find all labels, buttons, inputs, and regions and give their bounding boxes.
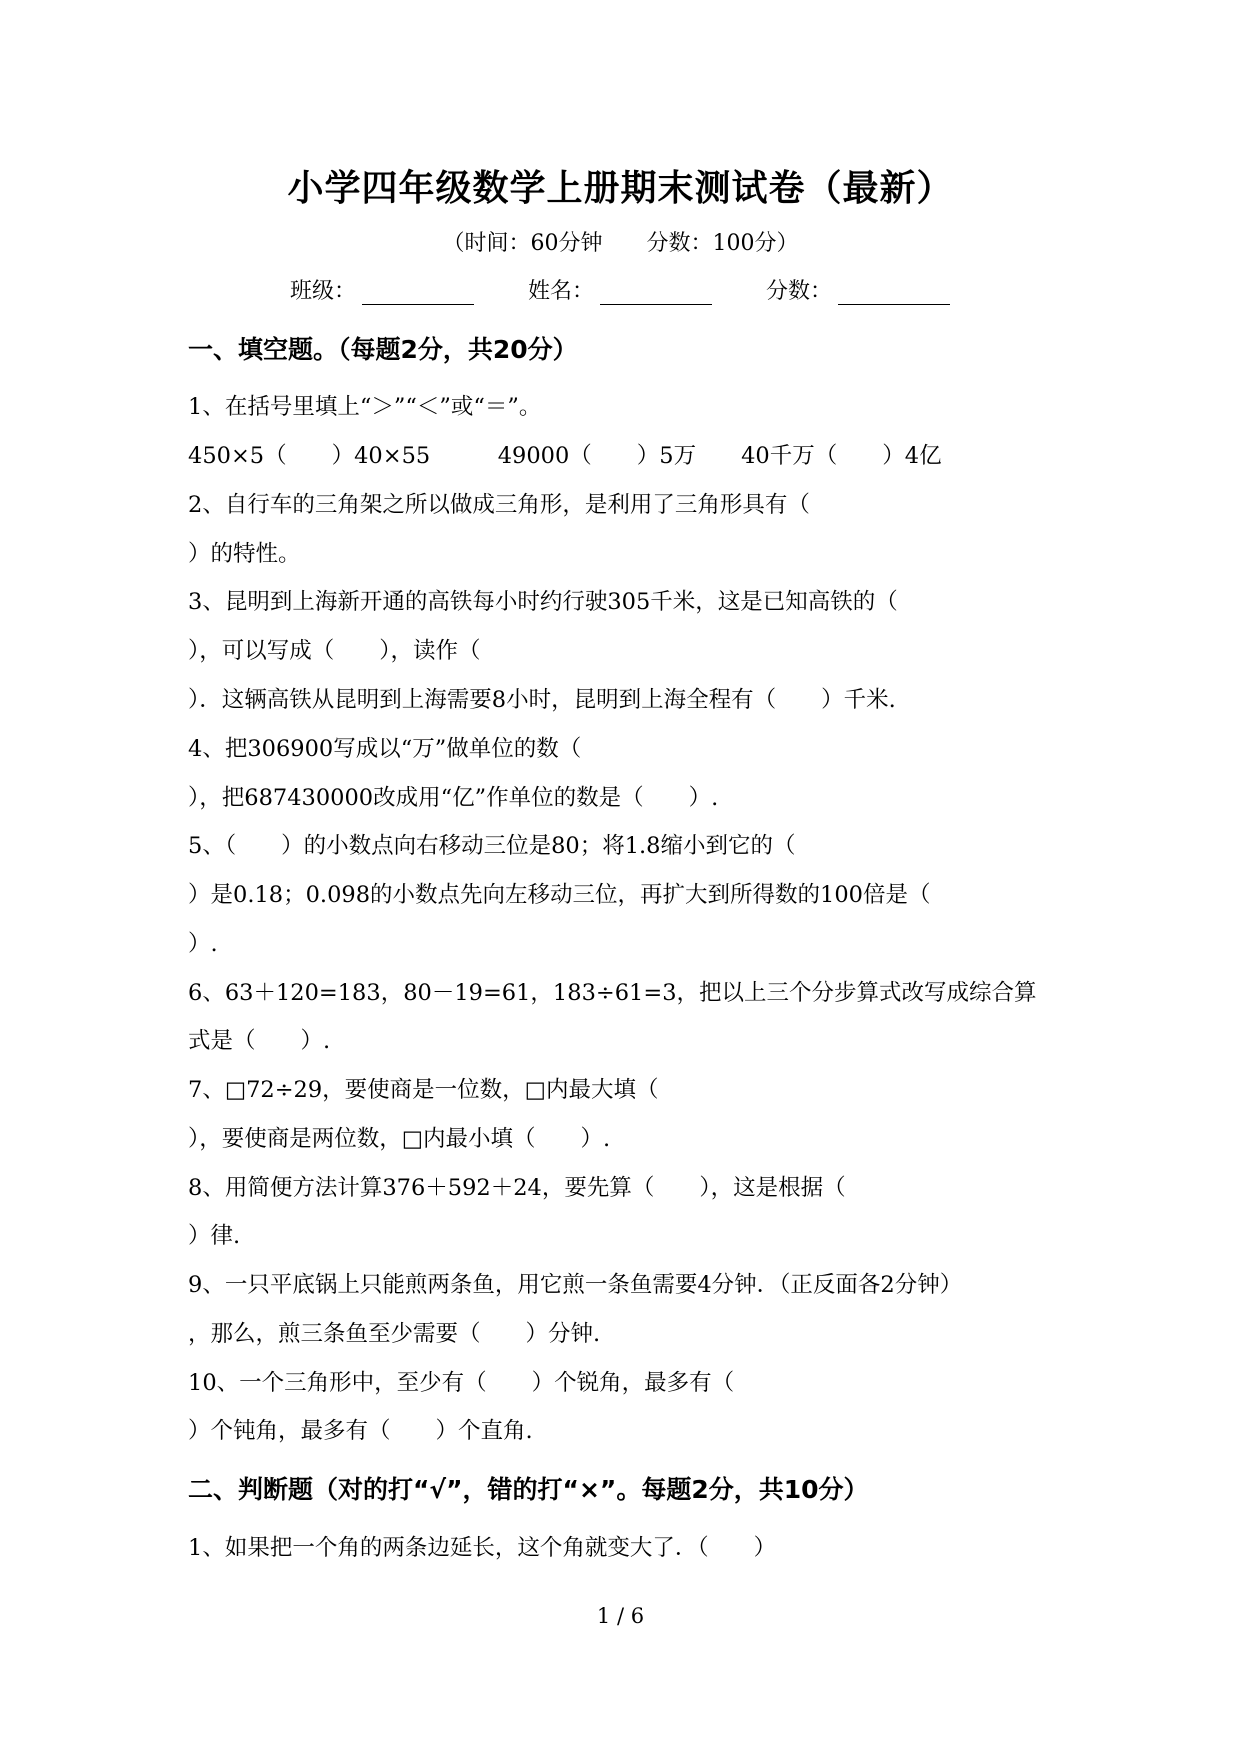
question-line: 5、（ ）的小数点向右移动三位是80；将1.8缩小到它的（ — [188, 833, 796, 859]
name-field — [528, 274, 712, 305]
question-line: ）．这辆高铁从昆明到上海需要8小时，昆明到上海全程有（ ）千米. — [188, 687, 896, 713]
question-line: ）律. — [188, 1223, 241, 1249]
question-line: 8、用简便方法计算376＋592＋24，要先算（ ），这是根据（ — [188, 1175, 846, 1201]
question-line: 2、自行车的三角架之所以做成三角形，是利用了三角形具有（ — [188, 492, 810, 518]
score-label: 分数： — [766, 279, 833, 304]
question-line: ）的特性。 — [188, 541, 301, 567]
question-line: 1、如果把一个角的两条边延长，这个角就变大了．（ ） — [188, 1535, 777, 1561]
question-line: 10、一个三角形中，至少有（ ）个锐角，最多有（ — [188, 1370, 735, 1396]
question-line: 1、在括号里填上“＞”“＜”或“＝”。 — [188, 394, 542, 420]
class-blank — [362, 282, 474, 305]
question-line: ），可以写成（ ），读作（ — [188, 638, 481, 664]
question-line: 3、昆明到上海新开通的高铁每小时约行驶305千米，这是已知高铁的（ — [188, 589, 898, 615]
section-heading-true-false: 二、判断题（对的打“√”，错的打“×”。每题2分，共10分） — [188, 1475, 869, 1504]
question-line: 450×5（ ）40×55 49000（ ）5万 40千万（ ）4亿 — [188, 443, 942, 469]
exam-meta: （时间：60分钟 分数：100分） — [442, 231, 799, 256]
question-line: ，那么，煎三条鱼至少需要（ ）分钟. — [188, 1321, 601, 1347]
class-field — [290, 274, 474, 305]
class-label: 班级： — [290, 279, 357, 304]
question-line: ）个钝角，最多有（ ）个直角. — [188, 1418, 533, 1444]
question-line: ）. — [188, 931, 218, 957]
name-blank — [600, 282, 712, 305]
page-number: 1 / 6 — [596, 1604, 645, 1628]
question-line: 式是（ ）. — [188, 1028, 331, 1054]
question-line: 6、63＋120=183，80－19=61，183÷61=3，把以上三个分步算式改写成综合算 — [188, 980, 1037, 1006]
question-line: 7、□72÷29，要使商是一位数，□内最大填（ — [188, 1077, 659, 1103]
question-line: 9、一只平底锅上只能煎两条鱼，用它煎一条鱼需要4分钟．（正反面各2分钟） — [188, 1272, 963, 1298]
score-blank — [838, 282, 950, 305]
section-heading-fill-blank: 一、填空题。（每题2分，共20分） — [188, 335, 578, 364]
score-field — [766, 274, 950, 305]
question-line: ），把687430000改成用“亿”作单位的数是（ ）. — [188, 785, 719, 811]
name-label: 姓名： — [528, 279, 595, 304]
question-line: 4、把306900写成以“万”做单位的数（ — [188, 736, 582, 762]
question-line: ）是0.18；0.098的小数点先向左移动三位，再扩大到所得数的100倍是（ — [188, 882, 931, 908]
page-title: 小学四年级数学上册期末测试卷（最新） — [287, 168, 954, 209]
question-line: ），要使商是两位数，□内最小填（ ）. — [188, 1126, 611, 1152]
